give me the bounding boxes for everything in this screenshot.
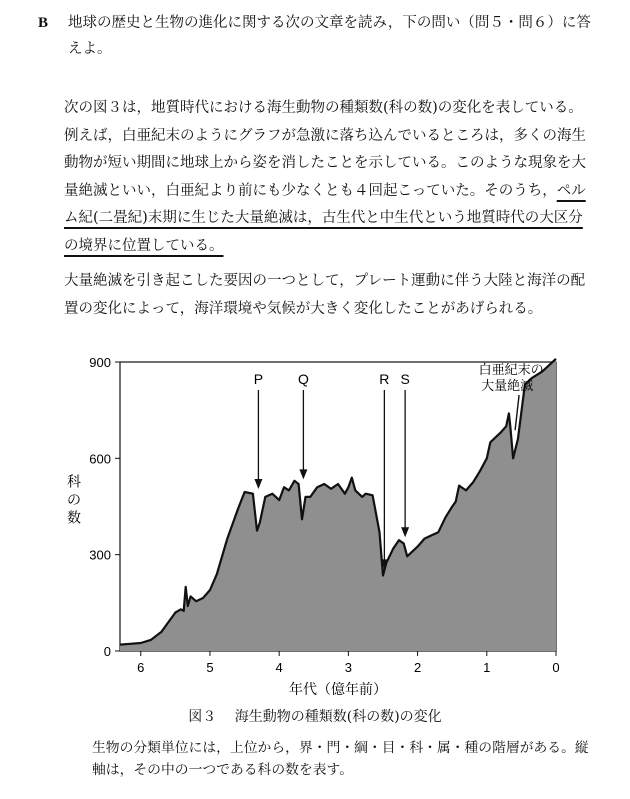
x-tick-label: 6 <box>137 660 145 675</box>
arrow-head-q <box>299 469 307 479</box>
annotation-line-2: 大量絶滅 <box>481 378 534 393</box>
question-heading <box>38 10 598 62</box>
figure-3-chart <box>60 352 570 702</box>
y-tick-label: 0 <box>103 644 111 659</box>
classification-note: 生物の分類単位には，上位から，界・門・綱・目・科・属・種の階層がある。縦軸は，その中の一つである科の数を表す。 <box>92 740 589 778</box>
x-tick-label: 1 <box>483 660 491 675</box>
question-text: 地球の歴史と生物の進化に関する次の文章を読み，下の問い（問５・問６）に答えよ。 <box>68 15 591 57</box>
y-axis <box>89 355 120 659</box>
underlined-passage: ペルム紀(二畳紀)末期に生じた大量絶滅は，古生代と中生代という地質時代の大区分の境界に位置している。 <box>64 182 586 254</box>
arrow-label-r: R <box>379 371 390 387</box>
passage-paragraph-2: 大量絶滅を引き起こした要因の一つとして，プレート運動に伴う大陸と海洋の配置の変化によって，海洋環境や気候が大きく変化したことがあげられる。 <box>64 273 586 317</box>
data-area <box>120 359 556 651</box>
y-tick-label: 300 <box>89 547 111 563</box>
x-tick-label: 3 <box>344 660 352 675</box>
arrow-label-s: S <box>400 371 410 387</box>
arrow-label-q: Q <box>297 371 309 387</box>
y-tick-label: 600 <box>89 451 111 467</box>
arrow-head-s <box>401 527 409 537</box>
passage-paragraph-1 <box>64 95 594 260</box>
passage-text-1: 次の図３は，地質時代における海生動物の種類数(科の数)の変化を表している。例えば，白亜紀末のようにグラフが急激に落ち込んでいるところは，多くの海生動物が短い期間に地球上から姿を消したことを示している。このような現象を大量絶滅といい，白亜紀より前にも少なくとも４回起こっていた。そのうち， <box>64 100 586 199</box>
y-tick-label: 900 <box>89 355 111 370</box>
annotation-arrow <box>515 395 519 430</box>
arrow-label-p: P <box>253 371 264 387</box>
x-axis-label: 年代（億年前） <box>289 681 387 697</box>
x-axis <box>137 651 559 675</box>
figure-title: 海生動物の種類数(科の数)の変化 <box>234 709 442 725</box>
figure-label: 図３ <box>188 709 217 725</box>
section-letter: B <box>38 15 49 31</box>
y-axis-label-char: の <box>67 491 81 508</box>
annotation-line-1: 白亜紀末の <box>478 362 544 377</box>
y-axis-label-char: 科 <box>67 473 81 490</box>
x-tick-label: 0 <box>552 660 560 675</box>
y-axis-label <box>67 474 81 526</box>
x-tick-label: 5 <box>206 660 214 675</box>
figure-caption <box>0 706 630 726</box>
x-tick-label: 2 <box>413 660 422 675</box>
x-tick-label: 4 <box>275 660 283 675</box>
arrow-head-p <box>254 479 262 489</box>
y-axis-label-char: 数 <box>67 509 81 526</box>
